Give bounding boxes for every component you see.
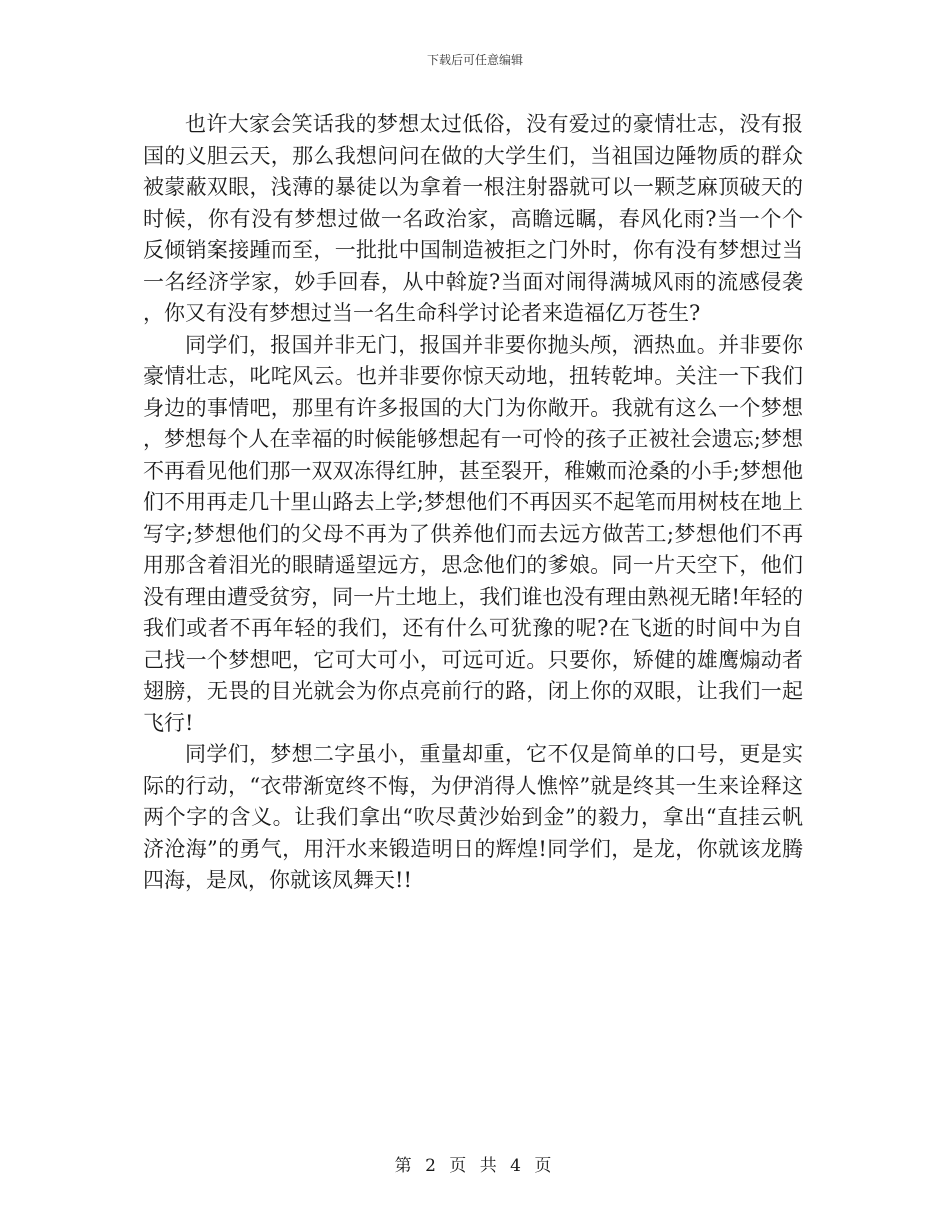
page-number-footer: 第 2 页 共 4 页 xyxy=(394,1156,556,1176)
document-body xyxy=(143,109,803,897)
page-header: 下载后可任意编辑 xyxy=(426,53,523,67)
paragraph-3: 同学们，梦想二字虽小，重量却重，它不仅是简单的口号，更是实际的行动，“衣带渐宽终不悔，为伊消得人憔悴”就是终其一生来诠释这两个字的含义。让我们拿出“吹尽黄沙始到金”的毅力，拿出“直挂云帆济沧海”的勇气，用汗水来锻造明日的辉煌!同学们，是龙，你就该龙腾四海，是凤，你就该凤舞天!! xyxy=(143,742,803,892)
paragraph-1: 也许大家会笑话我的梦想太过低俗，没有爱过的豪情壮志，没有报国的义胆云天，那么我想问问在做的大学生们，当祖国边陲物质的群众被蒙蔽双眼，浅薄的暴徒以为拿着一根注射器就可以一颗芝麻顶破天的时候，你有没有梦想过做一名政治家，高瞻远瞩，春风化雨?当一个个反倾销案接踵而至，一批批中国制造被拒之门外时，你有没有梦想过当一名经济学家，妙手回春，从中斡旋?当面对闹得满城风雨的流感侵袭，你又有没有梦想过当一名生命科学讨论者来造福亿万苍生? xyxy=(143,112,803,325)
paragraph-2: 同学们，报国并非无门，报国并非要你抛头颅，洒热血。并非要你豪情壮志，叱咤风云。也并非要你惊天动地，扭转乾坤。关注一下我们身边的事情吧，那里有许多报国的大门为你敞开。我就有这么一个梦想，梦想每个人在幸福的时候能够想起有一可怜的孩子正被社会遗忘;梦想不再看见他们那一双双冻得红肿，甚至裂开，稚嫩而沧桑的小手;梦想他们不用再走几十里山路去上学;梦想他们不再因买不起笔而用树枝在地上写字;梦想他们的父母不再为了供养他们而去远方做苦工;梦想他们不再用那含着泪光的眼睛遥望远方，思念他们的爹娘。同一片天空下，他们没有理由遭受贫穷，同一片土地上，我们谁也没有理由熟视无睹!年轻的我们或者不再年轻的我们，还有什么可犹豫的呢?在飞逝的时间中为自己找一个梦想吧，它可大可小，可远可近。只要你，矫健的雄鹰煽动者翅膀，无畏的目光就会为你点亮前行的路，闭上你的双眼，让我们一起飞行! xyxy=(143,332,803,735)
